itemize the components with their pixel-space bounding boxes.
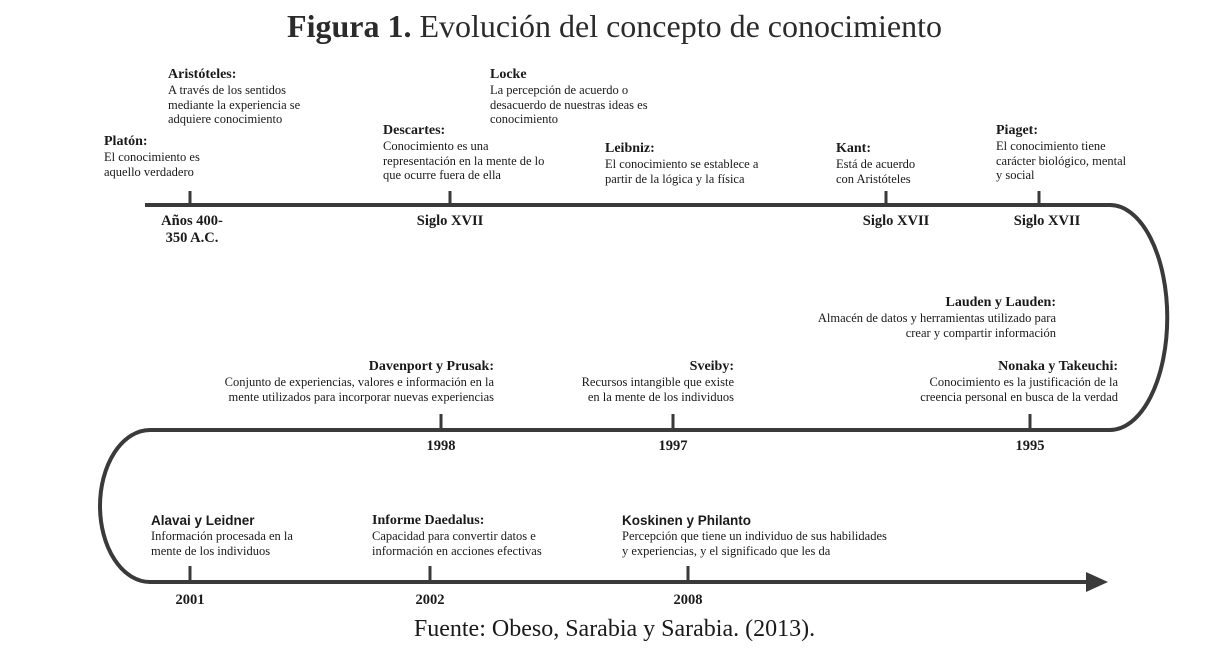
timeline-arrow-head bbox=[1086, 572, 1108, 592]
date-1998: 1998 bbox=[426, 438, 456, 454]
event-daedalus bbox=[372, 512, 542, 558]
event-name: Koskinen y Philanto bbox=[622, 513, 752, 528]
figure-source-caption: Fuente: Obeso, Sarabia y Sarabia. (2013). bbox=[413, 616, 816, 642]
event-desc-line: El conocimiento es bbox=[104, 150, 200, 164]
event-name: Leibniz: bbox=[605, 141, 655, 156]
event-desc-line: carácter biológico, mental bbox=[996, 153, 1127, 168]
event-leibniz bbox=[605, 140, 758, 186]
date-1995: 1995 bbox=[1015, 438, 1045, 454]
event-desc-line: Información procesada en la bbox=[151, 529, 293, 543]
event-sveiby bbox=[520, 358, 734, 404]
event-desc-line: y experiencias, y el significado que les da bbox=[622, 543, 831, 558]
event-name: Lauden y Lauden: bbox=[945, 295, 1056, 310]
event-desc-line: Percepción que tiene un individuo de sus habilidades bbox=[622, 529, 887, 543]
event-desc-line: Conocimiento es la justificación de la bbox=[929, 375, 1118, 389]
event-name: Descartes: bbox=[383, 123, 446, 138]
event-desc-line: Capacidad para convertir datos e bbox=[372, 529, 536, 543]
event-desc-line: conocimiento bbox=[490, 112, 559, 126]
date-piaget: Siglo XVII bbox=[1013, 213, 1081, 229]
event-name: Kant: bbox=[836, 141, 871, 156]
event-desc-line: aquello verdadero bbox=[104, 164, 194, 179]
event-desc-line: partir de la lógica y la física bbox=[605, 171, 745, 186]
date-2008: 2008 bbox=[673, 592, 703, 608]
event-desc-line: Conjunto de experiencias, valores e información en la bbox=[224, 375, 494, 389]
event-desc-line: La percepción de acuerdo o bbox=[490, 83, 629, 97]
figure-label: Figura 1. bbox=[287, 8, 412, 44]
event-desc-line: mente de los individuos bbox=[151, 543, 271, 558]
event-kant bbox=[836, 140, 915, 186]
event-name: Platón: bbox=[104, 134, 148, 149]
event-name: Informe Daedalus: bbox=[372, 513, 485, 528]
date-line: Años 400- bbox=[161, 213, 223, 229]
figure-title-text: Evolución del concepto de conocimiento bbox=[419, 8, 942, 44]
date-kant: Siglo XVII bbox=[862, 213, 930, 229]
event-name: Davenport y Prusak: bbox=[368, 359, 494, 374]
event-descartes bbox=[383, 122, 544, 183]
event-alavai bbox=[151, 512, 293, 558]
event-name: Nonaka y Takeuchi: bbox=[998, 359, 1118, 374]
event-desc-line: mente utilizados para incorporar nuevas experiencias bbox=[228, 389, 494, 404]
event-nonaka bbox=[840, 358, 1118, 404]
event-name: Locke bbox=[490, 67, 527, 82]
event-desc-line: en la mente de los individuos bbox=[587, 389, 734, 404]
event-desc-line: Almacén de datos y herramientas utilizado para bbox=[817, 311, 1056, 325]
event-piaget bbox=[996, 122, 1126, 183]
event-desc-line: El conocimiento tiene bbox=[996, 139, 1106, 153]
date-line: 350 A.C. bbox=[165, 230, 219, 246]
date-2001: 2001 bbox=[175, 592, 205, 608]
event-desc-line: Conocimiento es una bbox=[383, 139, 489, 153]
date-2002: 2002 bbox=[415, 592, 445, 608]
event-name: Piaget: bbox=[996, 123, 1038, 138]
event-desc-line: con Aristóteles bbox=[836, 171, 911, 186]
event-desc-line: información en acciones efectivas bbox=[372, 543, 542, 558]
event-desc-line: mediante la experiencia se bbox=[168, 97, 301, 112]
event-desc-line: Recursos intangible que existe bbox=[581, 375, 734, 389]
event-desc-line: desacuerdo de nuestras ideas es bbox=[490, 97, 648, 112]
event-koskinen bbox=[622, 512, 887, 558]
date-descartes: Siglo XVII bbox=[416, 213, 484, 229]
event-desc-line: y social bbox=[996, 168, 1035, 182]
event-desc-line: adquiere conocimiento bbox=[168, 112, 283, 126]
event-lauden bbox=[700, 294, 1056, 340]
date-1997: 1997 bbox=[658, 438, 688, 454]
event-desc-line: creencia personal en busca de la verdad bbox=[920, 389, 1118, 404]
date-platon bbox=[140, 213, 244, 247]
event-desc-line: crear y compartir información bbox=[905, 325, 1056, 340]
event-name: Alavai y Leidner bbox=[151, 513, 255, 528]
event-desc-line: Está de acuerdo bbox=[836, 157, 916, 171]
event-desc-line: representación en la mente de lo bbox=[383, 153, 545, 168]
event-name: Sveiby: bbox=[689, 359, 734, 374]
event-desc-line: que ocurre fuera de ella bbox=[383, 168, 501, 182]
event-aristoteles bbox=[168, 66, 300, 127]
event-desc-line: A través de los sentidos bbox=[168, 83, 287, 97]
event-locke bbox=[490, 66, 648, 127]
event-name: Aristóteles: bbox=[168, 67, 237, 82]
event-platon bbox=[104, 133, 200, 179]
event-davenport bbox=[140, 358, 494, 404]
event-desc-line: El conocimiento se establece a bbox=[605, 157, 759, 171]
